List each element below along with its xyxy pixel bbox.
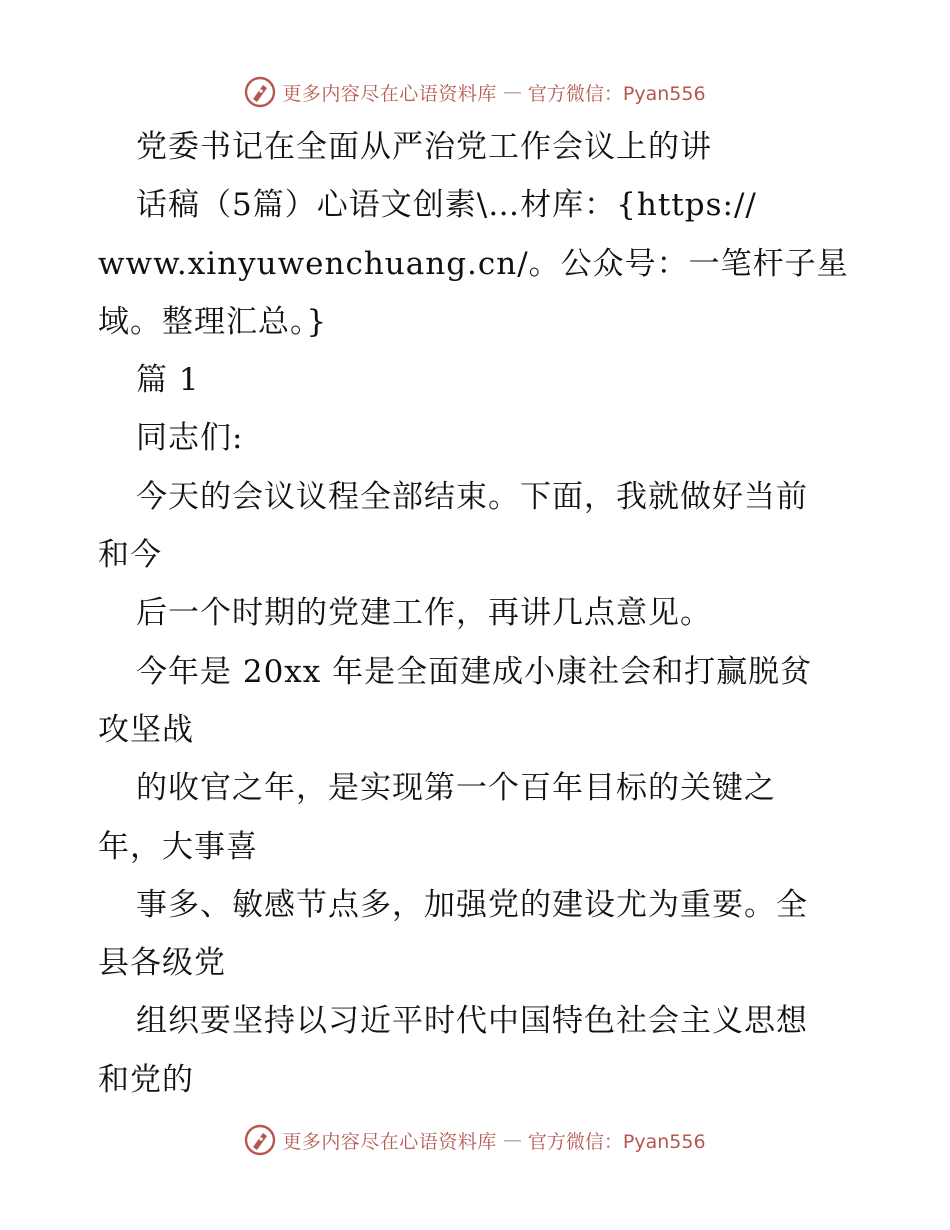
document-body bbox=[98, 118, 858, 1109]
text-line: 攻坚战 bbox=[98, 711, 194, 748]
text-line: 后一个时期的党建工作，再讲几点意见。 bbox=[136, 595, 712, 632]
text-line: 和今 bbox=[98, 537, 162, 574]
text-line: 域。整理汇总。} bbox=[98, 303, 328, 340]
banner-title: 更多内容尽在心语资料库 bbox=[282, 1130, 497, 1153]
banner-wechat: 官方微信：Pyan556 bbox=[527, 82, 706, 105]
banner-title: 更多内容尽在心语资料库 bbox=[282, 82, 497, 105]
text-line: 党委书记在全面从严治党工作会议上的讲 bbox=[136, 129, 712, 165]
text-line: 篇 1 bbox=[136, 362, 200, 399]
text-line: 话稿（5篇）心语文创素\…材库：{https:// bbox=[136, 187, 757, 224]
text-line: 组织要坚持以习近平时代中国特色社会主义思想 bbox=[136, 1003, 808, 1040]
pen-nib-logo-icon bbox=[244, 1124, 276, 1156]
text-line: 和党的 bbox=[98, 1061, 194, 1098]
text-line: www.xinyuwenchuang.cn/。公众号：一笔杆子星 bbox=[98, 245, 849, 282]
text-line: 同志们: bbox=[136, 420, 244, 457]
footer-watermark-banner bbox=[0, 1120, 950, 1160]
text-line: 年，大事喜 bbox=[98, 828, 258, 865]
pen-nib-logo-icon bbox=[244, 76, 276, 108]
text-line: 的收官之年，是实现第一个百年目标的关键之 bbox=[136, 770, 776, 807]
text-line: 事多、敏感节点多，加强党的建设尤为重要。全 bbox=[136, 886, 808, 923]
banner-wechat: 官方微信：Pyan556 bbox=[527, 1130, 706, 1153]
banner-separator: — bbox=[502, 1129, 522, 1151]
banner-separator: — bbox=[502, 81, 522, 103]
text-line: 今年是 20xx 年是全面建成小康社会和打赢脱贫 bbox=[136, 653, 813, 690]
text-line: 县各级党 bbox=[98, 945, 226, 982]
header-watermark-banner bbox=[0, 72, 950, 112]
text-line: 今天的会议议程全部结束。下面，我就做好当前 bbox=[136, 478, 808, 515]
